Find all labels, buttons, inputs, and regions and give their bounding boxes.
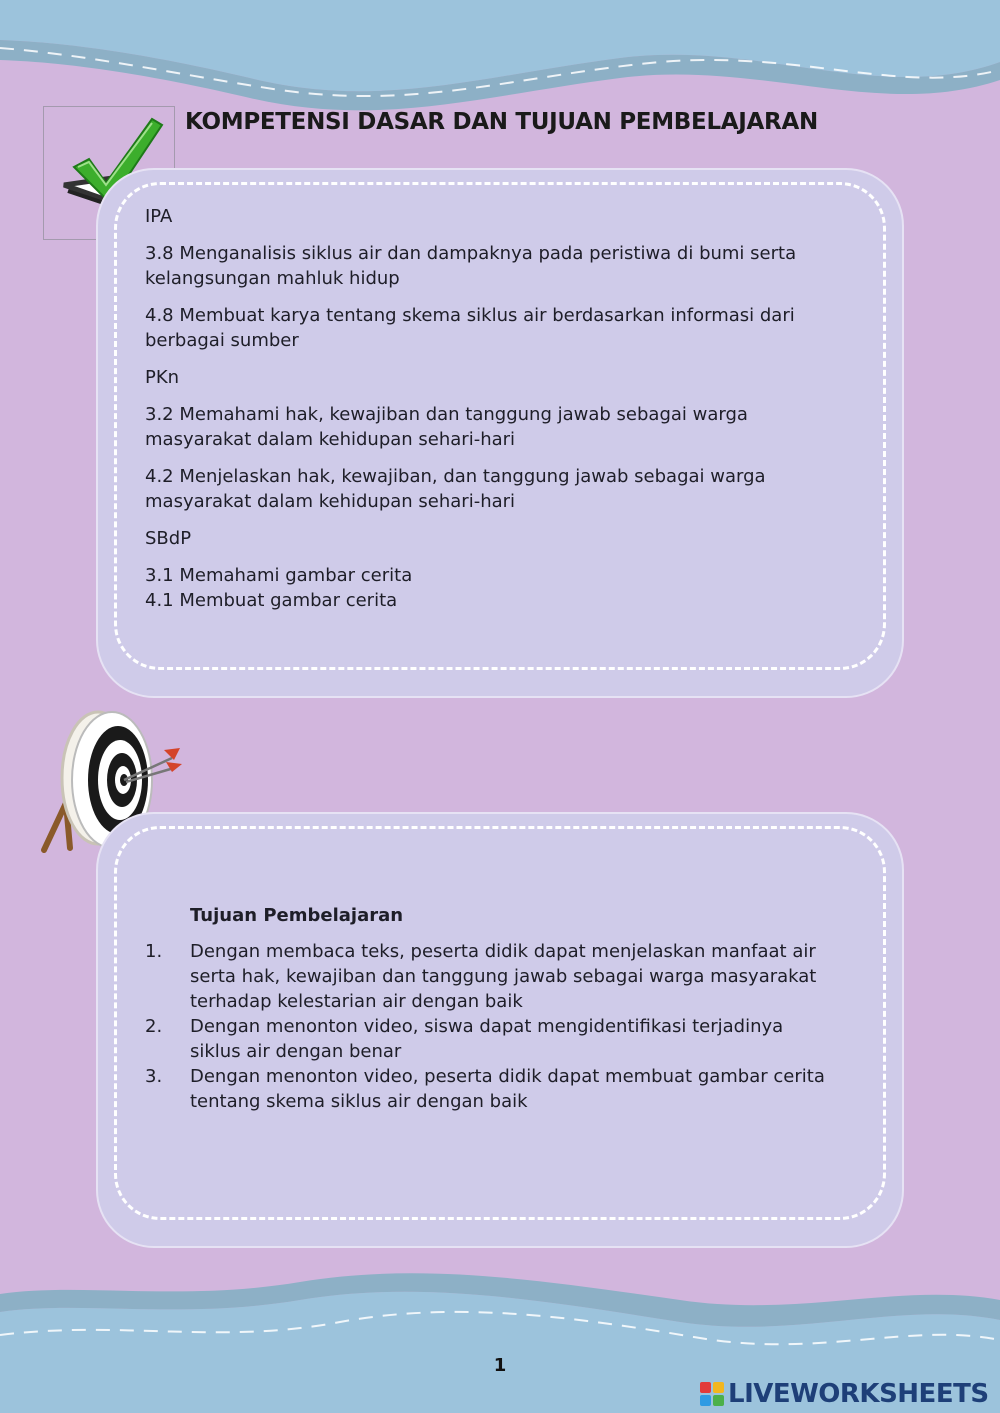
subject-ipa-label: IPA bbox=[145, 206, 173, 227]
goal-item bbox=[145, 1014, 832, 1064]
liveworksheets-logo[interactable] bbox=[700, 1376, 989, 1412]
goal-text: Dengan membaca teks, peserta didik dapat menjelaskan manfaat air serta hak, kewajiban dan tanggung jawab sebagai warga masyarakat terhadap kelestarian air dengan baik bbox=[190, 941, 817, 1012]
goal-item bbox=[145, 939, 832, 1014]
goal-number: 1. bbox=[145, 941, 163, 962]
goal-number: 2. bbox=[145, 1016, 163, 1037]
kd-pkn-3-2: 3.2 Memahami hak, kewajiban dan tanggung jawab sebagai warga masyarakat dalam kehidupan sehari-hari bbox=[145, 404, 748, 450]
kompetensi-dasar-card bbox=[96, 168, 904, 698]
kd-ipa-3-8: 3.8 Menganalisis siklus air dan dampaknya pada peristiwa di bumi serta kelangsungan mahluk hidup bbox=[145, 243, 797, 289]
brand-name: LIVEWORKSHEETS bbox=[728, 1379, 989, 1409]
liveworksheets-logo-icon bbox=[700, 1382, 724, 1406]
subject-sbdp-label: SBdP bbox=[145, 528, 192, 549]
tujuan-pembelajaran-card bbox=[96, 812, 904, 1248]
kd-ipa-4-8: 4.8 Membuat karya tentang skema siklus air berdasarkan informasi dari berbagai sumber bbox=[145, 305, 795, 351]
goal-text: Dengan menonton video, siswa dapat mengidentifikasi terjadinya siklus air dengan benar bbox=[190, 1016, 784, 1062]
goal-item bbox=[145, 1064, 832, 1114]
kd-sbdp-4-1: 4.1 Membuat gambar cerita bbox=[145, 590, 398, 611]
kd-pkn-4-2: 4.2 Menjelaskan hak, kewajiban, dan tanggung jawab sebagai warga masyarakat dalam kehidupan sehari-hari bbox=[145, 466, 766, 512]
subject-pkn-label: PKn bbox=[145, 367, 180, 388]
page-number: 1 bbox=[493, 1355, 507, 1376]
goal-text: Dengan menonton video, peserta didik dapat membuat gambar cerita tentang skema siklus air dengan baik bbox=[190, 1066, 825, 1112]
kd-sbdp-3-1: 3.1 Memahami gambar cerita bbox=[145, 565, 413, 586]
tujuan-heading: Tujuan Pembelajaran bbox=[190, 905, 404, 926]
page-title: KOMPETENSI DASAR DAN TUJUAN PEMBELAJARAN bbox=[185, 109, 818, 136]
goal-number: 3. bbox=[145, 1066, 163, 1087]
